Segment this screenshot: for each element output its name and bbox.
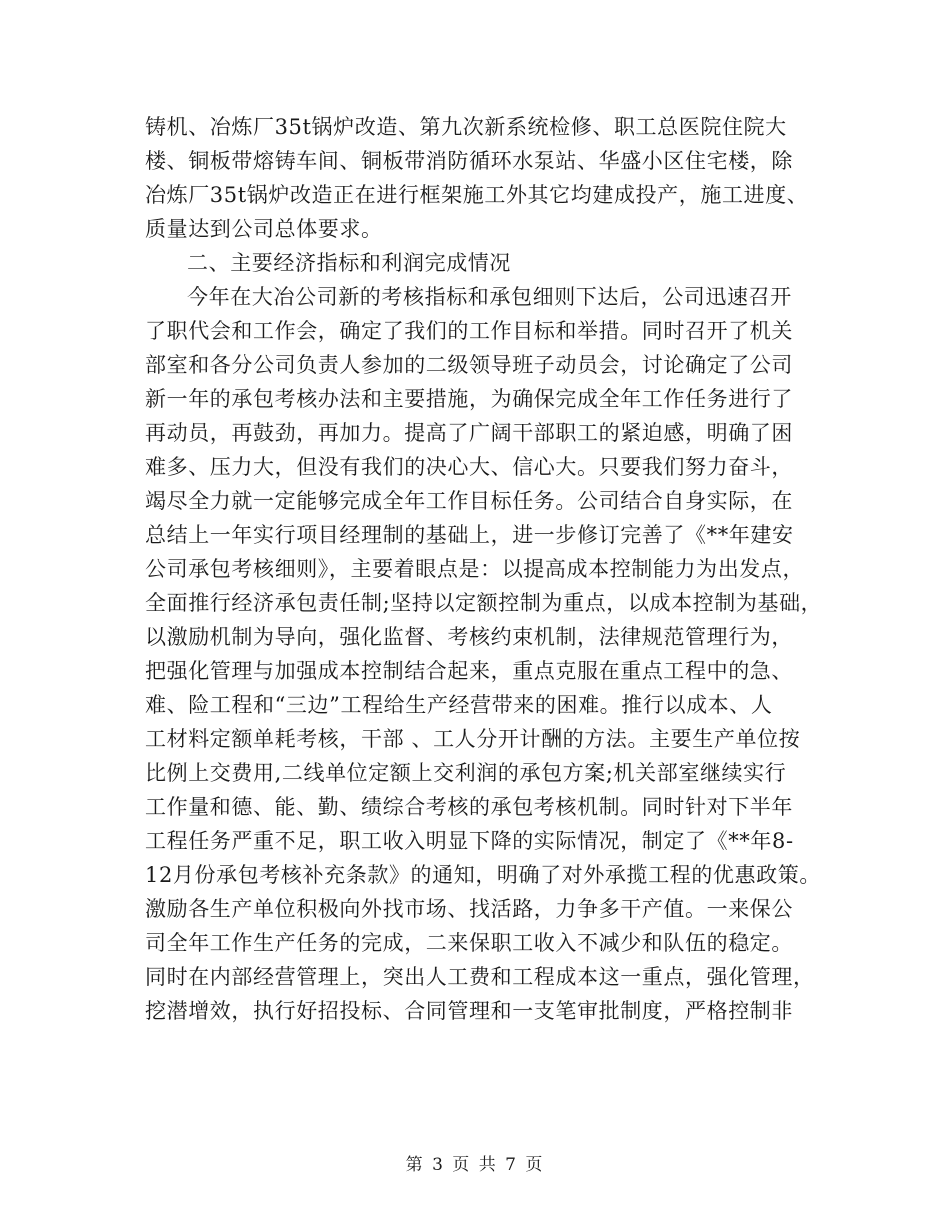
body-line: 工材料定额单耗考核，干部 、工人分开计酬的方法。主要生产单位按 bbox=[145, 727, 801, 751]
body-line: 总结上一年实行项目经理制的基础上，进一步修订完善了《**年建安 bbox=[145, 523, 794, 547]
body-line: 全面推行经济承包责任制;坚持以定额控制为重点，以成本控制为基础， bbox=[145, 591, 823, 615]
body-line: 工程任务严重不足，职工收入明显下降的实际情况，制定了《**年8- bbox=[145, 829, 794, 853]
body-line: 楼、铜板带熔铸车间、铜板带消防循环水泵站、华盛小区住宅楼，除 bbox=[145, 149, 793, 173]
body-line: 再动员，再鼓劲，再加力。提高了广阔干部职工的紧迫感，明确了困 bbox=[145, 421, 793, 445]
body-line: 12月份承包考核补充条款》的通知，明确了对外承揽工程的优惠政策。 bbox=[145, 863, 821, 887]
body-line: 把强化管理与加强成本控制结合起来，重点克服在重点工程中的急、 bbox=[145, 659, 793, 683]
body-line: 竭尽全力就一定能够完成全年工作目标任务。公司结合自身实际，在 bbox=[145, 489, 793, 513]
body-line: 比例上交费用,二线单位定额上交利润的承包方案;机关部室继续实行 bbox=[145, 761, 787, 785]
body-line: 质量达到公司总体要求。 bbox=[145, 217, 383, 241]
body-line: 新一年的承包考核办法和主要措施，为确保完成全年工作任务进行了 bbox=[145, 387, 793, 411]
body-line: 工作量和德、能、勤、绩综合考核的承包考核机制。同时针对下半年 bbox=[145, 795, 793, 819]
body-line: 挖潜增效，执行好招投标、合同管理和一支笔审批制度，严格控制非 bbox=[145, 999, 793, 1023]
body-line: 了职代会和工作会，确定了我们的工作目标和举措。同时召开了机关 bbox=[145, 319, 793, 343]
paragraph-first-line: 今年在大冶公司新的考核指标和承包细则下达后，公司迅速召开 bbox=[187, 285, 792, 309]
body-line: 同时在内部经营管理上，突出人工费和工程成本这一重点，强化管理， bbox=[145, 965, 815, 989]
body-line: 部室和各分公司负责人参加的二级领导班子动员会，讨论确定了公司 bbox=[145, 353, 793, 377]
body-line: 冶炼厂35t锅炉改造正在进行框架施工外其它均建成投产，施工进度、 bbox=[145, 183, 809, 207]
body-line: 难多、压力大，但没有我们的决心大、信心大。只要我们努力奋斗， bbox=[145, 455, 793, 479]
body-line: 司全年工作生产任务的完成，二来保职工收入不减少和队伍的稳定。 bbox=[145, 931, 793, 955]
body-line: 铸机、冶炼厂35t锅炉改造、第九次新系统检修、职工总医院住院大 bbox=[145, 115, 787, 139]
body-line: 以激励机制为导向，强化监督、考核约束机制，法律规范管理行为， bbox=[145, 625, 793, 649]
body-line: 难、险工程和“三边”工程给生产经营带来的困难。推行以成本、人 bbox=[145, 693, 773, 717]
body-line: 公司承包考核细则》，主要着眼点是：以提高成本控制能力为出发点， bbox=[145, 557, 805, 581]
page-number-footer: 第 3 页 共 7 页 bbox=[405, 1155, 545, 1175]
section-heading: 二、主要经济指标和利润完成情况 bbox=[187, 251, 511, 275]
document-body bbox=[145, 110, 825, 1028]
body-line: 激励各生产单位积极向外找市场、找活路，力争多干产值。一来保公 bbox=[145, 897, 793, 921]
